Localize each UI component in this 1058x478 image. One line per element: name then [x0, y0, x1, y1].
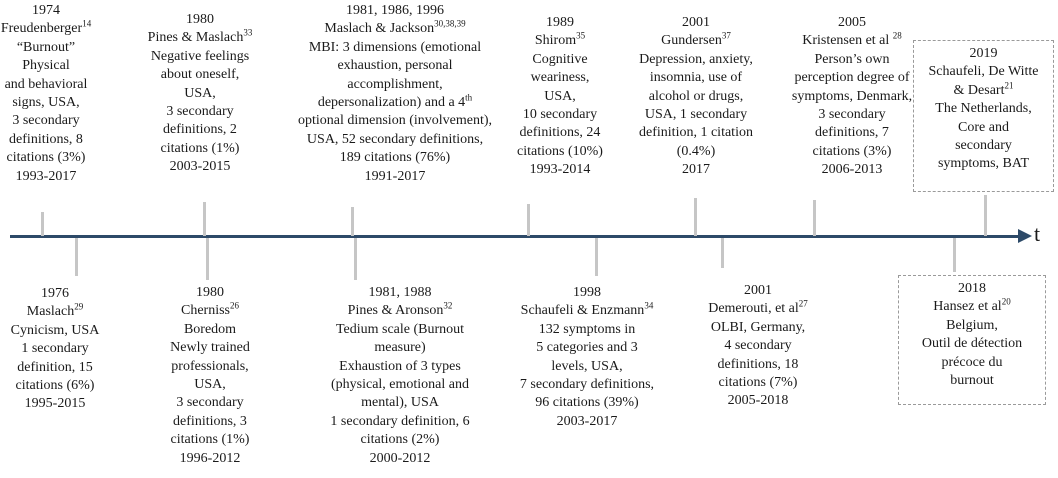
tick-demerouti [721, 238, 724, 268]
entry-line: Boredom [183, 321, 237, 337]
entry-line: secondary [955, 138, 1012, 154]
entry-line: definition, 1 citation [639, 125, 753, 141]
entry-line: 189 citations (76%) [339, 150, 451, 166]
entry-line: definitions, 18 [717, 356, 799, 372]
entry-line: definitions, 24 [519, 125, 601, 141]
entry-line: signs, USA, [12, 95, 80, 111]
entry-line: 132 symptoms in [538, 321, 636, 337]
entry-author: Kristensen et al $^{28}$ [802, 30, 902, 49]
entry-line: insomnia, use of [649, 70, 743, 86]
entry-line: citations (7%) [718, 375, 798, 391]
entry-line: optional dimension (involvement), [297, 113, 493, 129]
entry-line: citations (10%) [517, 143, 603, 159]
entry-line: OLBI, Germany, [710, 319, 806, 335]
entry-line: Newly trained [170, 340, 250, 356]
entry-line: Depression, anxiety, [639, 51, 753, 67]
tick-kristensen [813, 200, 816, 236]
entry-line: definitions, 7 [815, 125, 889, 141]
entry-author: Maslach & Jackson$^{30,38,39}$ [324, 18, 466, 37]
entry-line: citations (3%) [6, 150, 86, 166]
tick-freudenberger [41, 212, 44, 236]
entry-gundersen [618, 14, 774, 180]
entry-maslach-1976 [0, 285, 110, 414]
entry-line: 1993-2014 [529, 162, 591, 178]
entry-line: 3 secondary [818, 107, 886, 123]
entry-line: and behavioral [4, 76, 88, 92]
entry-line: USA, [194, 377, 226, 393]
entry-line: Outil de détection [921, 336, 1023, 352]
tick-gundersen [694, 198, 697, 236]
entry-line: USA, [184, 85, 216, 101]
entry-line: 96 citations (39%) [535, 395, 639, 411]
entry-line: citations (3%) [812, 143, 892, 159]
entry-line: Belgium, [946, 317, 998, 333]
entry-line: definitions, 8 [9, 131, 83, 147]
entry-pines-aronson [300, 284, 500, 468]
entry-line: Cognitive [532, 51, 588, 67]
tick-cherniss [206, 238, 209, 280]
entry-line: citations (6%) [15, 378, 95, 394]
entry-line: professionals, [171, 358, 249, 374]
entry-line: précoce du [941, 354, 1003, 370]
entry-line: Person’s own [814, 51, 890, 67]
entry-line: depersonalization) and a 4th [317, 92, 473, 111]
tick-maslach-jackson [351, 207, 354, 236]
entry-line: 4 secondary [724, 338, 792, 354]
entry-line: 2005-2018 [727, 393, 789, 409]
entry-year: 1974 [32, 3, 60, 18]
entry-line: citations (1%) [170, 432, 250, 448]
entry-line: 2000-2012 [369, 450, 431, 466]
entry-line: citations (1%) [160, 140, 240, 156]
tick-shirom [527, 204, 530, 236]
tick-pines-aronson [354, 238, 357, 280]
entry-author: Gundersen$^{37}$ [661, 30, 731, 49]
tick-schaufeli-enzmann [595, 238, 598, 276]
entry-line: 2017 [682, 162, 710, 178]
entry-line: Physical [22, 58, 70, 74]
entry-line: definitions, 2 [163, 122, 237, 138]
entry-line: USA, 52 secondary definitions, [306, 131, 484, 147]
entry-line: exhaustion, personal [337, 58, 453, 74]
entry-line: 1996-2012 [179, 450, 241, 466]
entry-author: Freudenberger$^{14}$ [0, 18, 92, 37]
entry-line: perception degree of [794, 70, 910, 86]
entry-year: 2005 [838, 15, 866, 30]
entry-line: accomplishment, [347, 76, 443, 92]
entry-line: USA, [544, 88, 576, 104]
entry-author: Pines & Aronson$^{32}$ [347, 300, 453, 319]
entry-demerouti [678, 282, 838, 411]
entry-cherniss [140, 284, 280, 468]
entry-line: citations (2%) [360, 432, 440, 448]
entry-author: Demerouti, et $al^{27}$ [708, 298, 808, 317]
tick-pines-maslach [203, 202, 206, 236]
entry-line: 1995-2015 [24, 396, 86, 412]
entry-year: 2001 [682, 15, 710, 30]
tick-maslach-1976 [75, 238, 78, 276]
entry-schaufeli-dewitte [913, 40, 1054, 192]
entry-line: Cynicism, USA [10, 322, 100, 338]
entry-line: USA, 1 secondary [644, 107, 748, 123]
timeline-axis [10, 235, 1020, 238]
entry-line: symptoms, Denmark, [791, 88, 913, 104]
entry-line: 2003-2015 [169, 159, 231, 175]
tick-schaufeli-dewitte [984, 195, 987, 236]
entry-line: mental), USA [361, 395, 439, 411]
entry-line: 2006-2013 [821, 162, 883, 178]
entry-author: Schaufeli & Enzmann$^{34}$ [520, 300, 654, 319]
entry-line: (physical, emotional and [330, 377, 470, 393]
entry-year: 1980 [196, 285, 224, 300]
entry-line: Core and [958, 119, 1009, 135]
entry-line: 5 categories and 3 [536, 340, 638, 356]
axis-label: t [1034, 221, 1041, 246]
entry-line: weariness, [530, 70, 590, 86]
tick-hansez [953, 238, 956, 272]
entry-author: Schaufeli, De Witte [928, 64, 1039, 80]
entry-line: 2003-2017 [556, 413, 618, 429]
entry-line: & Desart$^{21}$ [953, 80, 1014, 98]
entry-shirom [505, 14, 615, 180]
entry-year: 2018 [958, 281, 986, 296]
entry-line: alcohol or drugs, [648, 88, 744, 104]
entry-pines-maslach [125, 11, 275, 177]
entry-schaufeli-enzmann [497, 284, 677, 431]
entry-author: Hansez et $al^{20}$ [933, 296, 1011, 315]
entry-author: Shirom$^{35}$ [534, 30, 586, 49]
entry-line: burnout [950, 373, 994, 389]
entry-year: 2001 [744, 283, 772, 298]
entry-line: measure) [374, 340, 426, 356]
entry-year: 1980 [186, 12, 214, 27]
entry-line: 1993-2017 [15, 168, 77, 184]
entry-author: Maslach$^{29}$ [26, 301, 84, 320]
entry-line: 3 secondary [176, 395, 244, 411]
entry-hansez [898, 275, 1046, 405]
entry-year: 1981, 1988 [368, 285, 432, 300]
entry-line: 3 secondary [12, 113, 80, 129]
entry-year: 1998 [573, 285, 601, 300]
entry-line: 1 secondary definition, 6 [330, 413, 470, 429]
entry-line: 7 secondary definitions, [519, 377, 655, 393]
entry-line: about oneself, [160, 67, 240, 83]
entry-line: levels, USA, [551, 358, 623, 374]
entry-line: Negative feelings [150, 48, 250, 64]
entry-line: symptoms, BAT [937, 156, 1029, 172]
entry-line: “Burnout” [16, 39, 76, 55]
entry-line: 10 secondary [522, 107, 598, 123]
entry-year: 1981, 1986, 1996 [346, 3, 444, 18]
entry-line: 1 secondary [21, 341, 89, 357]
entry-line: Tedium scale (Burnout [335, 321, 465, 337]
entry-line: definitions, 3 [173, 413, 247, 429]
entry-author: Cherniss$^{26}$ [181, 300, 239, 319]
entry-line: The Netherlands, [935, 101, 1032, 117]
entry-year: 1989 [546, 15, 574, 30]
entry-line: MBI: 3 dimensions (emotional [308, 39, 482, 55]
entry-maslach-jackson [275, 2, 515, 186]
entry-line: 3 secondary [166, 104, 234, 120]
entry-year: 2019 [969, 46, 998, 61]
axis-arrow-icon [1018, 229, 1032, 243]
entry-kristensen [772, 14, 932, 180]
entry-year: 1976 [41, 286, 69, 301]
entry-line: 1991-2017 [364, 168, 426, 184]
entry-line: Exhaustion of 3 types [339, 358, 461, 374]
entry-line: definition, 15 [17, 359, 93, 375]
entry-author: Pines & Maslach$^{33}$ [147, 27, 253, 46]
entry-line: (0.4%) [676, 143, 716, 159]
entry-freudenberger [0, 2, 96, 186]
